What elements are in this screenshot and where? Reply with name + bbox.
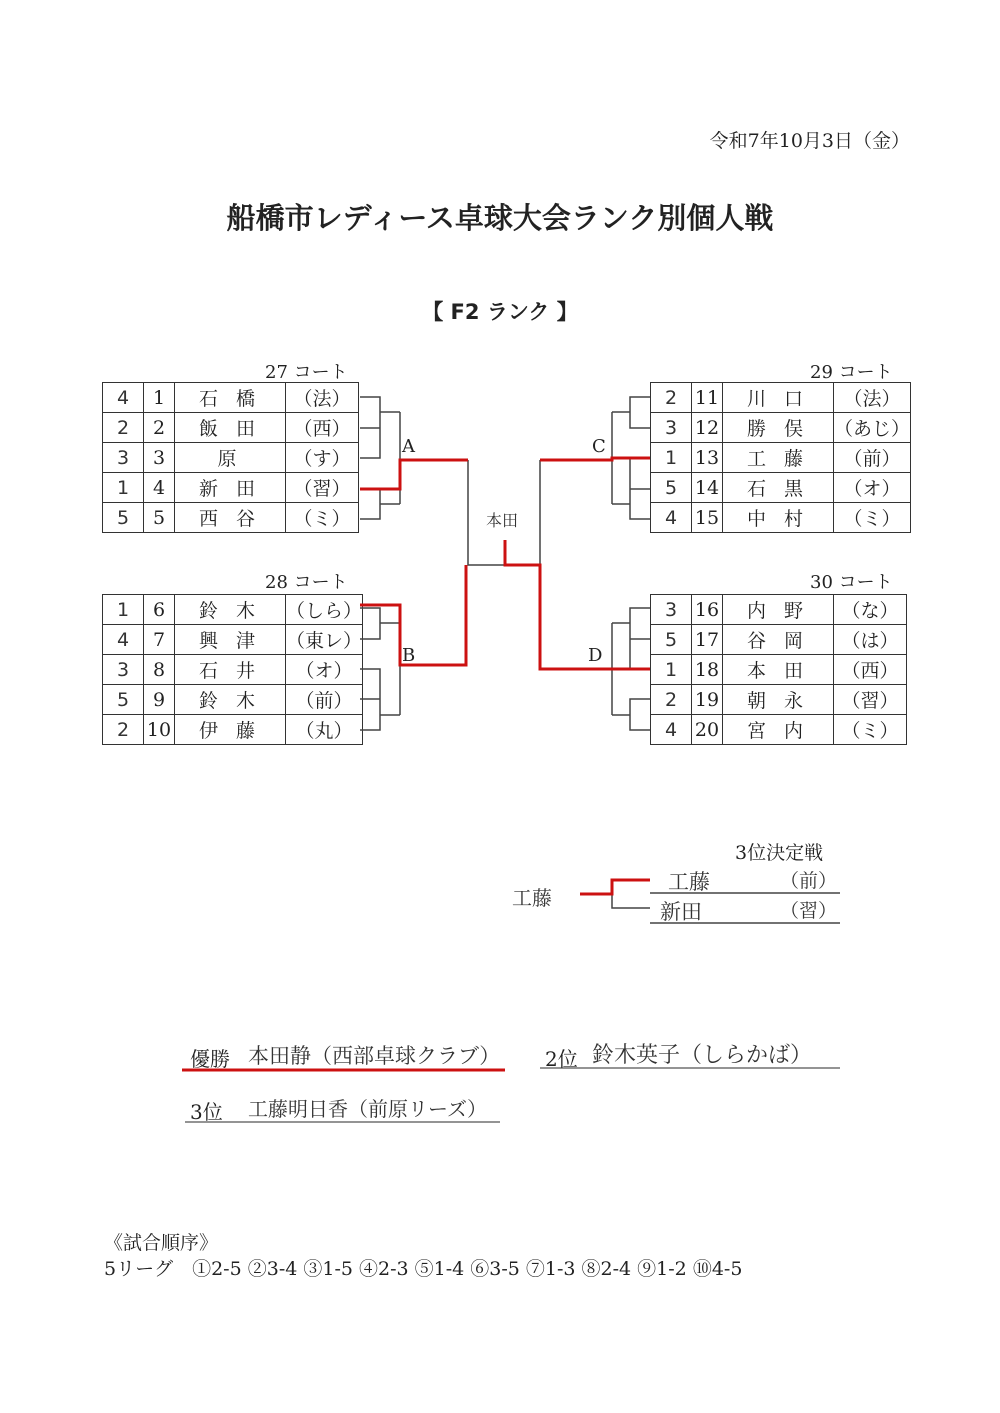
score-cell: 2 xyxy=(651,383,692,413)
player-number: 13 xyxy=(692,443,723,473)
match-order-line: 5リーグ ①2-5 ②3-4 ③1-5 ④2-3 ⑤1-4 ⑥3-5 ⑦1-3 ⑧2-4 ⑨1-2 ⑩4-5 xyxy=(104,1258,743,1280)
player-name: 工 藤 xyxy=(723,443,834,473)
player-number: 10 xyxy=(144,715,175,745)
bracket-stub-a1 xyxy=(360,397,400,458)
third-p1-name: 工藤 xyxy=(668,870,710,894)
bracket-label-d: D xyxy=(588,645,603,666)
player-name: 飯 田 xyxy=(175,413,286,443)
player-club: （しら） xyxy=(286,595,363,625)
result-first-label: 優勝 xyxy=(190,1047,230,1071)
score-cell: 1 xyxy=(651,655,692,685)
bracket-stub-b1 xyxy=(360,608,400,639)
player-club: （丸） xyxy=(286,715,363,745)
bracket-stub-c2 xyxy=(612,458,650,519)
player-name: 宮 内 xyxy=(723,715,834,745)
player-number: 1 xyxy=(144,383,175,413)
player-number: 20 xyxy=(692,715,723,745)
court-label-27: 27 コート xyxy=(265,362,348,383)
player-number: 16 xyxy=(692,595,723,625)
player-club: （ミ） xyxy=(834,503,911,533)
player-name: 石 井 xyxy=(175,655,286,685)
third-win-line xyxy=(580,880,650,894)
player-number: 4 xyxy=(144,473,175,503)
player-number: 5 xyxy=(144,503,175,533)
bracket-label-c: C xyxy=(592,436,606,457)
third-p1-club: （前） xyxy=(780,870,838,892)
bracket-stub-a2 xyxy=(360,489,400,519)
player-club: （前） xyxy=(834,443,911,473)
player-number: 17 xyxy=(692,625,723,655)
player-number: 8 xyxy=(144,655,175,685)
third-p2-name: 新田 xyxy=(660,900,702,924)
player-name: 川 口 xyxy=(723,383,834,413)
match-order-heading: 《試合順序》 xyxy=(104,1232,219,1254)
player-name: 中 村 xyxy=(723,503,834,533)
third-p2-club: （習） xyxy=(780,900,838,922)
bracket-stub-b2 xyxy=(360,669,400,730)
player-club: （オ） xyxy=(834,473,911,503)
player-club: （オ） xyxy=(286,655,363,685)
score-cell: 3 xyxy=(651,413,692,443)
player-club: （は） xyxy=(834,625,907,655)
player-name: 石 橋 xyxy=(175,383,286,413)
player-club: （習） xyxy=(286,473,359,503)
score-cell: 2 xyxy=(651,685,692,715)
score-cell: 4 xyxy=(651,503,692,533)
player-name: 鈴 木 xyxy=(175,595,286,625)
player-number: 7 xyxy=(144,625,175,655)
score-cell: 2 xyxy=(103,715,144,745)
score-cell: 2 xyxy=(103,413,144,443)
player-name: 内 野 xyxy=(723,595,834,625)
player-number: 18 xyxy=(692,655,723,685)
event-date: 令和7年10月3日（金） xyxy=(709,130,910,152)
result-third-value: 工藤明日香（前原リーズ） xyxy=(248,1097,487,1121)
player-number: 3 xyxy=(144,443,175,473)
player-name: 谷 岡 xyxy=(723,625,834,655)
player-number: 11 xyxy=(692,383,723,413)
score-cell: 5 xyxy=(651,473,692,503)
player-name: 原 xyxy=(175,443,286,473)
player-name: 伊 藤 xyxy=(175,715,286,745)
player-club: （な） xyxy=(834,595,907,625)
player-club: （あじ） xyxy=(834,413,911,443)
player-name: 鈴 木 xyxy=(175,685,286,715)
player-number: 19 xyxy=(692,685,723,715)
rank-label: 【 F2 ランク 】 xyxy=(422,300,578,324)
player-club: （西） xyxy=(834,655,907,685)
bracket-stub-c1 xyxy=(612,397,650,428)
bracket-win-c xyxy=(540,458,650,460)
score-cell: 5 xyxy=(651,625,692,655)
result-second-label: 2位 xyxy=(545,1047,578,1071)
player-name: 勝 俣 xyxy=(723,413,834,443)
third-bracket-lower xyxy=(612,880,650,908)
score-cell: 3 xyxy=(651,595,692,625)
score-cell: 1 xyxy=(103,595,144,625)
player-club: （前） xyxy=(286,685,363,715)
result-second-value: 鈴木英子（しらかば） xyxy=(592,1043,813,1068)
player-club: （ミ） xyxy=(834,715,907,745)
player-club: （法） xyxy=(286,383,359,413)
player-name: 西 谷 xyxy=(175,503,286,533)
player-club: （法） xyxy=(834,383,911,413)
third-place-winner: 工藤 xyxy=(512,886,552,910)
score-cell: 1 xyxy=(651,443,692,473)
result-third-label: 3位 xyxy=(190,1100,223,1124)
player-number: 9 xyxy=(144,685,175,715)
player-number: 15 xyxy=(692,503,723,533)
score-cell: 4 xyxy=(103,383,144,413)
player-name: 本 田 xyxy=(723,655,834,685)
bracket-win-d xyxy=(505,540,650,669)
result-first-value: 本田静（西部卓球クラブ） xyxy=(248,1044,501,1068)
score-cell: 3 xyxy=(103,443,144,473)
third-place-title: 3位決定戦 xyxy=(735,842,824,864)
player-club: （西） xyxy=(286,413,359,443)
player-number: 12 xyxy=(692,413,723,443)
player-club: （東レ） xyxy=(286,625,363,655)
player-name: 石 黒 xyxy=(723,473,834,503)
bracket-stub-d1 xyxy=(612,608,650,669)
bracket-label-b: B xyxy=(402,645,416,666)
champion-handwritten: 本田 xyxy=(486,511,519,530)
player-club: （習） xyxy=(834,685,907,715)
bracket-win-a xyxy=(360,460,468,489)
page-title: 船橋市レディース卓球大会ランク別個人戦 xyxy=(226,201,774,235)
court-label-30: 30 コート xyxy=(810,572,893,593)
player-name: 朝 永 xyxy=(723,685,834,715)
bracket-stub-d2 xyxy=(612,699,650,730)
player-name: 興 津 xyxy=(175,625,286,655)
player-number: 14 xyxy=(692,473,723,503)
score-cell: 5 xyxy=(103,685,144,715)
score-cell: 1 xyxy=(103,473,144,503)
bracket-label-a: A xyxy=(402,436,415,457)
court-label-28: 28 コート xyxy=(265,572,348,593)
score-cell: 4 xyxy=(103,625,144,655)
player-name: 新 田 xyxy=(175,473,286,503)
score-cell: 4 xyxy=(651,715,692,745)
score-cell: 5 xyxy=(103,503,144,533)
score-cell: 3 xyxy=(103,655,144,685)
court-label-29: 29 コート xyxy=(810,362,893,383)
player-club: （す） xyxy=(286,443,359,473)
player-club: （ミ） xyxy=(286,503,359,533)
player-number: 2 xyxy=(144,413,175,443)
player-number: 6 xyxy=(144,595,175,625)
